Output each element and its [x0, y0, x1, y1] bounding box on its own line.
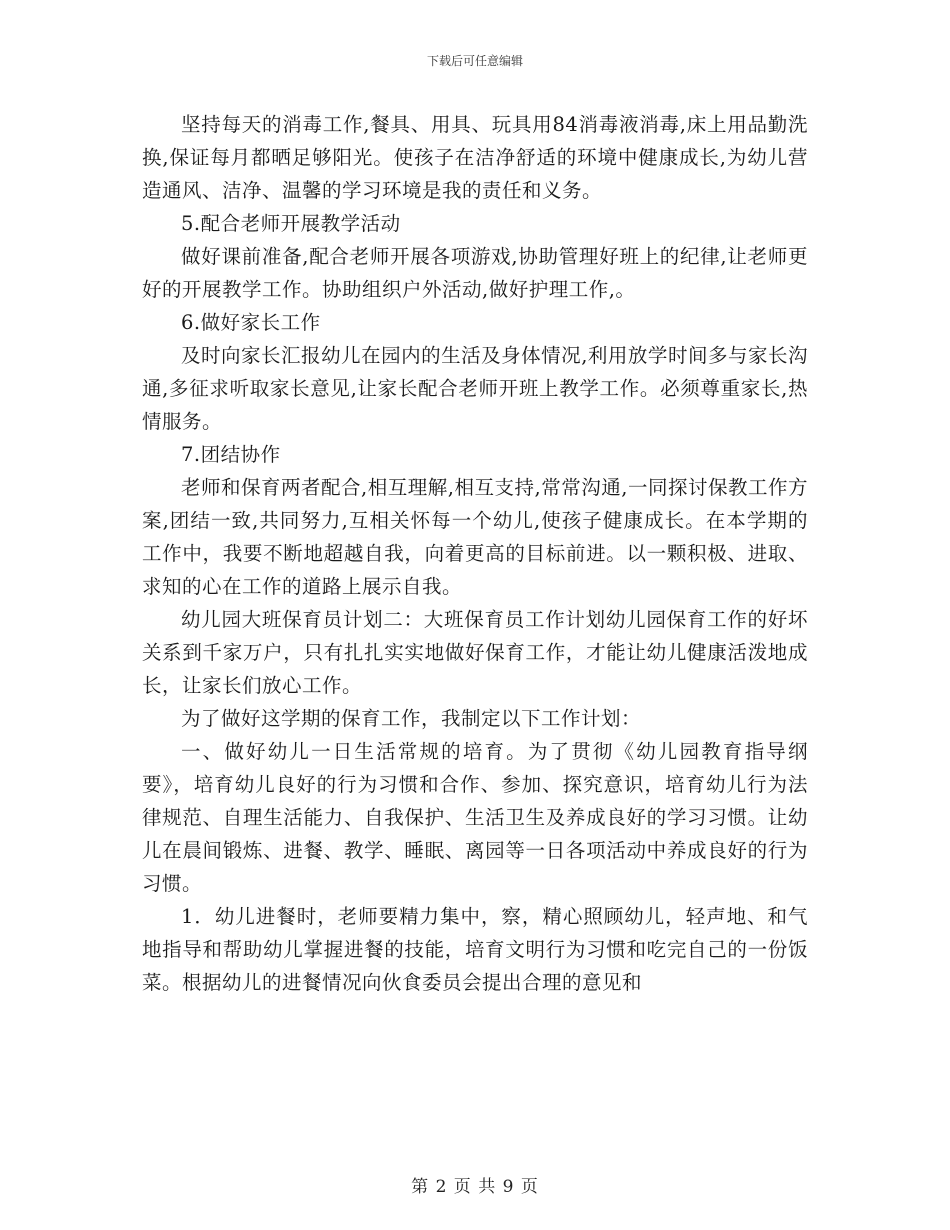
paragraph-teamwork: 老师和保育两者配合,相互理解,相互支持,常常沟通,一同探讨保教工作方案,团结一致,共同努力,互相关怀每一个幼儿,使孩子健康成长。在本学期的工作中，我要不断地超越自我，向着更高的目标前进。以一颗积极、进取、求知的心在工作的道路上展示自我。	[142, 476, 808, 598]
paragraph-meal-time: 1．幼儿进餐时，老师要精力集中，察，精心照顾幼儿，轻声地、和气地指导和帮助幼儿掌握进餐的技能，培育文明行为习惯和吃完自己的一份饭菜。根据幼儿的进餐情况向伙食委员会提出合理的意见和	[142, 905, 808, 994]
paragraph-daily-routine: 一、做好幼儿一日生活常规的培育。为了贯彻《幼儿园教育指导纲要》，培育幼儿良好的行为习惯和合作、参加、探究意识，培育幼儿行为法律规范、自理生活能力、自我保护、生活卫生及养成良好的学习习惯。让幼儿在晨间锻炼、进餐、教学、睡眠、离园等一日各项活动中养成良好的行为习惯。	[142, 740, 808, 895]
paragraph-teaching-activity: 做好课前准备,配合老师开展各项游戏,协助管理好班上的纪律,让老师更好的开展教学工作。协助组织户外活动,做好护理工作,。	[142, 245, 808, 301]
heading-teaching-activity: 5.配合老师开展教学活动	[181, 212, 401, 235]
page-footer: 第 2 页 共 9 页	[411, 1177, 539, 1197]
paragraph-plan-statement: 为了做好这学期的保育工作，我制定以下工作计划：	[181, 707, 642, 730]
paragraph-disinfection: 坚持每天的消毒工作,餐具、用具、玩具用84消毒液消毒,床上用品勤洗换,保证每月都晒足够阳光。使孩子在洁净舒适的环境中健康成长,为幼儿营造通风、洁净、温馨的学习环境是我的责任和义务。	[142, 113, 808, 202]
paragraph-parent-work: 及时向家长汇报幼儿在园内的生活及身体情况,利用放学时间多与家长沟通,多征求听取家长意见,让家长配合老师开班上教学工作。必须尊重家长,热情服务。	[142, 344, 808, 433]
heading-parent-work: 6.做好家长工作	[181, 311, 321, 334]
document-body	[142, 108, 808, 999]
heading-teamwork: 7.团结协作	[181, 443, 281, 466]
page-header: 下载后可任意编辑	[426, 54, 523, 68]
paragraph-plan-two-intro: 幼儿园大班保育员计划二：大班保育员工作计划幼儿园保育工作的好坏关系到千家万户，只有扎扎实实地做好保育工作，才能让幼儿健康活泼地成长，让家长们放心工作。	[142, 608, 808, 697]
